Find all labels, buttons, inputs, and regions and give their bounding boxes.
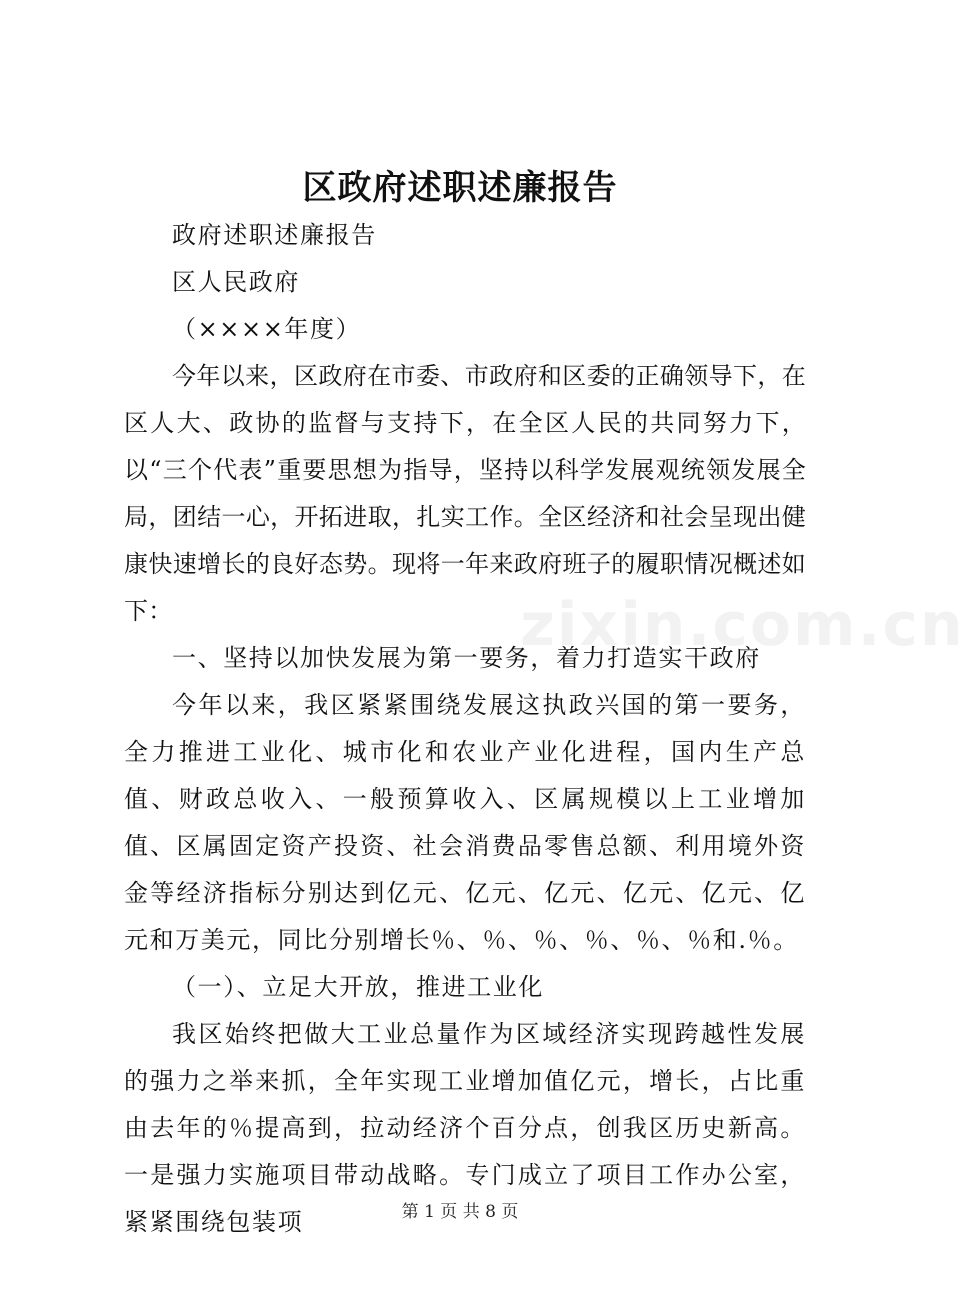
document-body xyxy=(124,212,806,1246)
paragraph-industry: 我区始终把做大工业总量作为区域经济实现跨越性发展的强力之举来抓，全年实现工业增加值亿元，增长，占比重由去年的％提高到，拉动经济个百分点，创我区历史新高。一是强力实施项目带动战略。专门成立了项目工作办公室，紧紧围绕包装项 xyxy=(124,1020,806,1236)
paragraph-issuer: 区人民政府 xyxy=(172,268,300,296)
subsection-heading-1: （一）、立足大开放，推进工业化 xyxy=(172,973,544,1001)
paragraph-economy: 今年以来，我区紧紧围绕发展这执政兴国的第一要务，全力推进工业化、城市化和农业产业化进程，国内生产总值、财政总收入、一般预算收入、区属规模以上工业增加值、区属固定资产投资、社会消费品零售总额、利用境外资金等经济指标分别达到亿元、亿元、亿元、亿元、亿元、亿元和万美元，同比分别增长％、％、％、％、％、％和.％。 xyxy=(124,691,806,954)
paragraph-subtitle: 政府述职述廉报告 xyxy=(172,221,377,249)
section-heading-1: 一、坚持以加快发展为第一要务，着力打造实干政府 xyxy=(172,644,761,672)
paragraph-intro: 今年以来，区政府在市委、市政府和区委的正确领导下，在区人大、政协的监督与支持下，在全区人民的共同努力下，以“三个代表”重要思想为指导，坚持以科学发展观统领发展全局，团结一心，开拓进取，扎实工作。全区经济和社会呈现出健康快速增长的良好态势。现将一年来政府班子的履职情况概述如下： xyxy=(124,362,806,625)
watermark: zixin.com.cn xyxy=(520,590,965,660)
page-footer: 第 1 页 共 8 页 xyxy=(401,1202,519,1222)
paragraph-year: （××××年度） xyxy=(172,315,362,343)
document-title: 区政府述职述廉报告 xyxy=(302,168,618,208)
